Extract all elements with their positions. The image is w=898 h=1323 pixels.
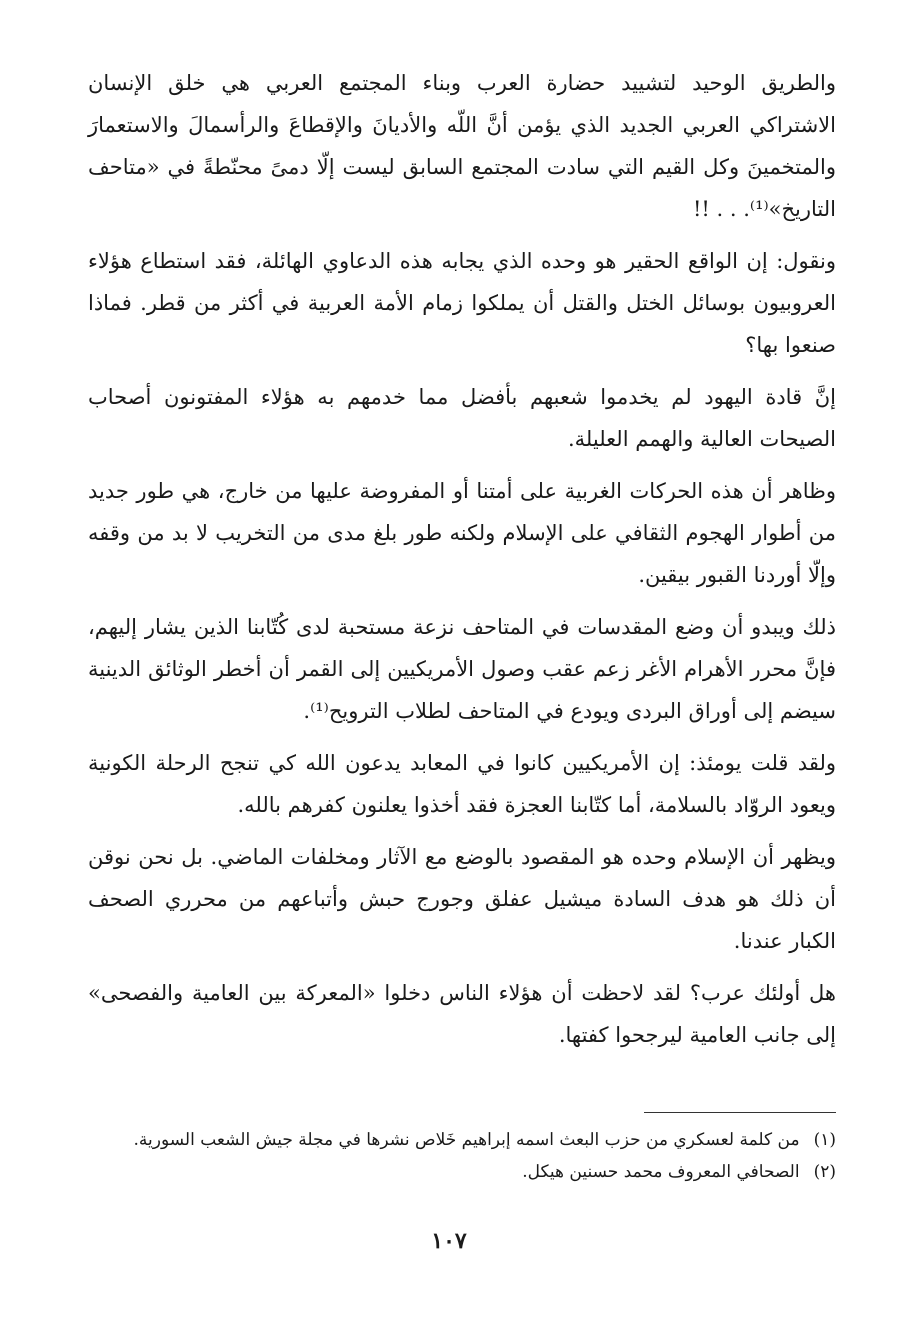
footnotes <box>88 1124 836 1188</box>
paragraph: إنَّ قادة اليهود لم يخدموا شعبهم بأفضل مما خدمهم به هؤلاء المفتونون أصحاب الصيحات العالية والهمم العليلة. <box>88 385 836 451</box>
paragraph: ونقول: إن الواقع الحقير هو وحده الذي يجابه هذه الدعاوي الهائلة، فقد استطاع هؤلاء العروبيون بوسائل الختل والقتل أن يملكوا زمام الأمة العربية في أكثر من قطر. فماذا صنعوا بها؟ <box>88 249 836 357</box>
footnote-divider <box>644 1112 836 1113</box>
footnote-number: (٢) <box>813 1162 836 1182</box>
paragraph: ولقد قلت يومئذ: إن الأمريكيين كانوا في المعابد يدعون الله كي تنجح الرحلة الكونية ويعود الروّاد بالسلامة، أما كتّابنا العجزة فقد أخذوا يعلنون كفرهم بالله. <box>88 751 836 817</box>
paragraph: وظاهر أن هذه الحركات الغربية على أمتنا أو المفروضة عليها من خارج، هي طور جديد من أطوار الهجوم الثقافي على الإسلام ولكنه طور بلغ مدى من التخريب لا بد من وقفه وإلّا أوردنا القبور بيقين. <box>88 479 836 587</box>
footnote-item <box>88 1124 836 1156</box>
footnote-number: (١) <box>813 1130 836 1150</box>
page-body <box>88 62 836 1056</box>
footnote-text: من كلمة لعسكري من حزب البعث اسمه إبراهيم خَلاص نشرها في مجلة جيش الشعب السورية. <box>133 1130 800 1150</box>
footnote-text: الصحافي المعروف محمد حسنين هيكل. <box>522 1162 800 1182</box>
paragraph: هل أولئك عرب؟ لقد لاحظت أن هؤلاء الناس دخلوا «المعركة بين العامية والفصحى» إلى جانب العامية ليرجحوا كفتها. <box>88 981 836 1047</box>
page-number: ١٠٧ <box>431 1228 467 1254</box>
footnote-item <box>88 1156 836 1188</box>
paragraph: ويظهر أن الإسلام وحده هو المقصود بالوضع مع الآثار ومخلفات الماضي. بل نحن نوقن أن ذلك هو هدف السادة ميشيل عفلق وجورج حبش وأتباعهم من محرري الصحف الكبار عندنا. <box>88 845 836 953</box>
paragraph: والطريق الوحيد لتشييد حضارة العرب وبناء المجتمع العربي هي خلق الإنسان الاشتراكي العربي الجديد الذي يؤمن أنَّ اللّه والأديانَ والإقطاعَ والرأسمالَ والاستعمارَ والمتخمينَ وكل القيم التي سادت المجتمع السابق ليست إلّا دمىً محنّطةً في «متاحف التاريخ»⁽¹⁾. . . !! <box>88 71 836 221</box>
paragraph: ذلك ويبدو أن وضع المقدسات في المتاحف نزعة مستحبة لدى كُتّابنا الذين يشار إليهم، فإنَّ محرر الأهرام الأغر زعم عقب وصول الأمريكيين إلى القمر أن أخطر الوثائق الدينية سيضم إلى أوراق البردى ويودع في المتاحف لطلاب الترويح⁽¹⁾. <box>88 615 836 723</box>
